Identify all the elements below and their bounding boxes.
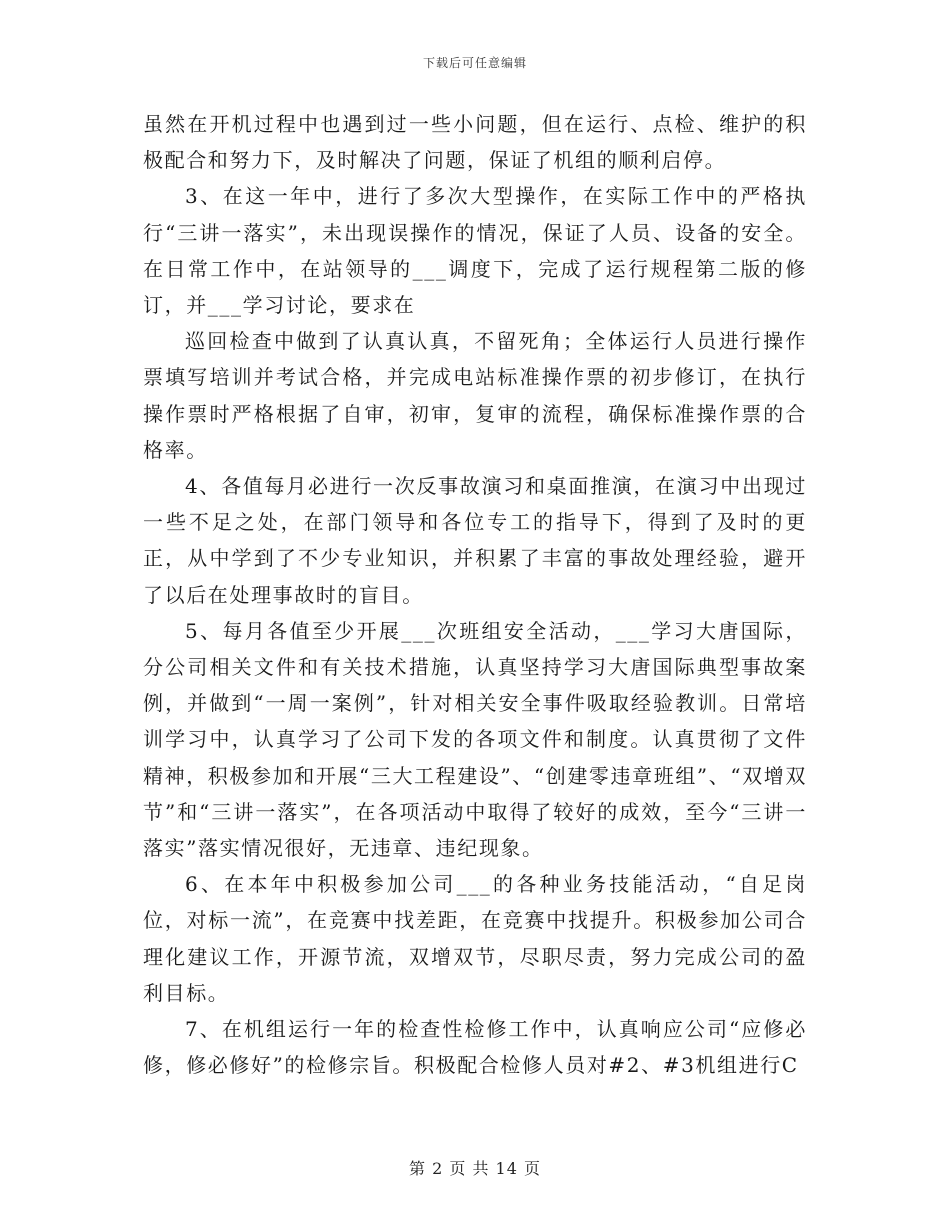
paragraph-inspection: 巡回检查中做到了认真认真，不留死角；全体运行人员进行操作票填写培训并考试合格，并完成电站标准操作票的初步修订，在执行操作票时严格根据了自审，初审，复审的流程，确保标准操作票的合格率。 (143, 329, 807, 462)
page-number-footer: 第 2 页 共 14 页 (409, 1159, 541, 1178)
paragraph-continuation: 虽然在开机过程中也遇到过一些小问题，但在运行、点检、维护的积极配合和努力下，及时解决了问题，保证了机组的顺利启停。 (143, 112, 807, 173)
paragraph-item-3: 3、在这一年中，进行了多次大型操作，在实际工作中的严格执行“三讲一落实”，未出现误操作的情况，保证了人员、设备的安全。在日常工作中，在站领导的___调度下，完成了运行规程第二版的修订，并___学习讨论，要求在 (143, 184, 807, 318)
paragraph-item-6: 6、在本年中积极参加公司___的各种业务技能活动，“自足岗位，对标一流”，在竞赛中找差距，在竞赛中找提升。积极参加公司合理化建议工作，开源节流，双增双节，尽职尽责，努力完成公司的盈利目标。 (143, 872, 807, 1005)
paragraph-item-5: 5、每月各值至少开展___次班组安全活动，___学习大唐国际，分公司相关文件和有关技术措施，认真坚持学习大唐国际典型事故案例，并做到“一周一案例”，针对相关安全事件吸取经验教训。日常培训学习中，认真学习了公司下发的各项文件和制度。认真贯彻了文件精神，积极参加和开展“三大工程建设”、“创建零违章班组”、“双增双节”和“三讲一落实”，在各项活动中取得了较好的成效，至今“三讲一落实”落实情况很好，无违章、违纪现象。 (143, 618, 807, 861)
document-body (143, 106, 807, 1083)
page-header-note: 下载后可任意编辑 (422, 56, 527, 70)
paragraph-item-7: 7、在机组运行一年的检查性检修工作中，认真响应公司“应修必修，修必修好”的检修宗旨。积极配合检修人员对#2、#3机组进行C (143, 1017, 807, 1078)
paragraph-item-4: 4、各值每月必进行一次反事故演习和桌面推演，在演习中出现过一些不足之处，在部门领导和各位专工的指导下，得到了及时的更正，从中学到了不少专业知识，并积累了丰富的事故处理经验，避开了以后在处理事故时的盲目。 (143, 474, 807, 607)
